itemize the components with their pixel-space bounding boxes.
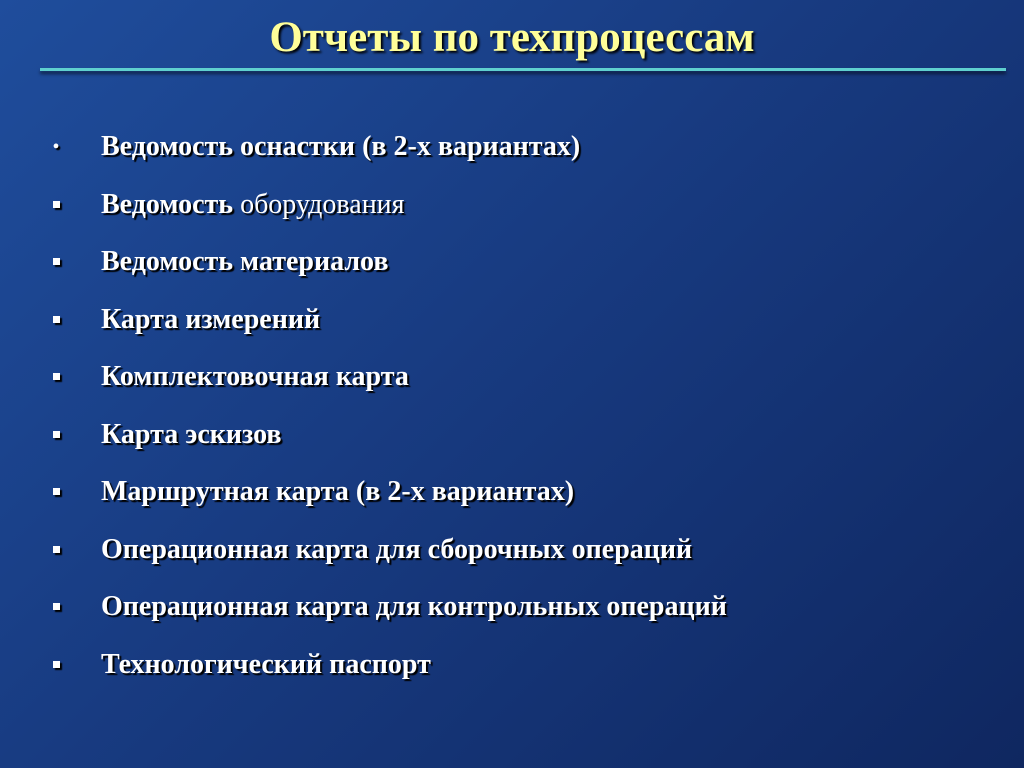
bullet-square-icon: [50, 655, 62, 668]
list-item-bold-text: Карта эскизов: [101, 418, 282, 450]
bullet-square-icon: [50, 252, 62, 265]
list-item-bold-text: Операционная карта для контрольных операций: [101, 591, 727, 622]
bullet-square-icon: [50, 310, 62, 323]
list-item-bold-text: Операционная карта для сборочных операций: [101, 533, 693, 565]
list-item-bold-text: Ведомость материалов: [101, 246, 389, 277]
list-item-text: [101, 359, 409, 395]
list-item-bold-text: Ведомость оснастки (в 2-х вариантах): [101, 131, 581, 162]
list-item-text: [101, 302, 320, 338]
list-item-text: [101, 244, 388, 280]
list-item-text: [101, 417, 282, 453]
bullet-square-icon: [50, 195, 62, 208]
list-item-bold-text: Карта измерений: [101, 303, 321, 335]
list-item-text: [101, 589, 727, 625]
list-item-text: [101, 187, 405, 223]
list-item-text: [101, 532, 692, 568]
list-item-text: [101, 129, 580, 165]
bullet-dot-icon: •: [52, 136, 60, 158]
list-item-bold-text: Технологический паспорт: [101, 648, 431, 680]
bullet-square-icon: [50, 540, 62, 553]
list-item-bold-text: Ведомость: [101, 188, 234, 220]
list-item-bold-text: Комплектовочная карта: [101, 361, 409, 392]
title-underline: [40, 68, 1006, 71]
list-item-text: [101, 474, 574, 510]
bullet-square-icon: [50, 367, 62, 380]
list-item-text: [101, 647, 431, 683]
slide-title: Отчеты по техпроцессам: [269, 14, 755, 61]
list-item-normal-text: оборудования: [233, 188, 405, 220]
bullet-square-icon: [50, 482, 62, 495]
bullet-square-icon: [50, 425, 62, 438]
list-item-bold-text: Маршрутная карта (в 2-х вариантах): [101, 476, 575, 507]
bullet-square-icon: [50, 597, 62, 610]
